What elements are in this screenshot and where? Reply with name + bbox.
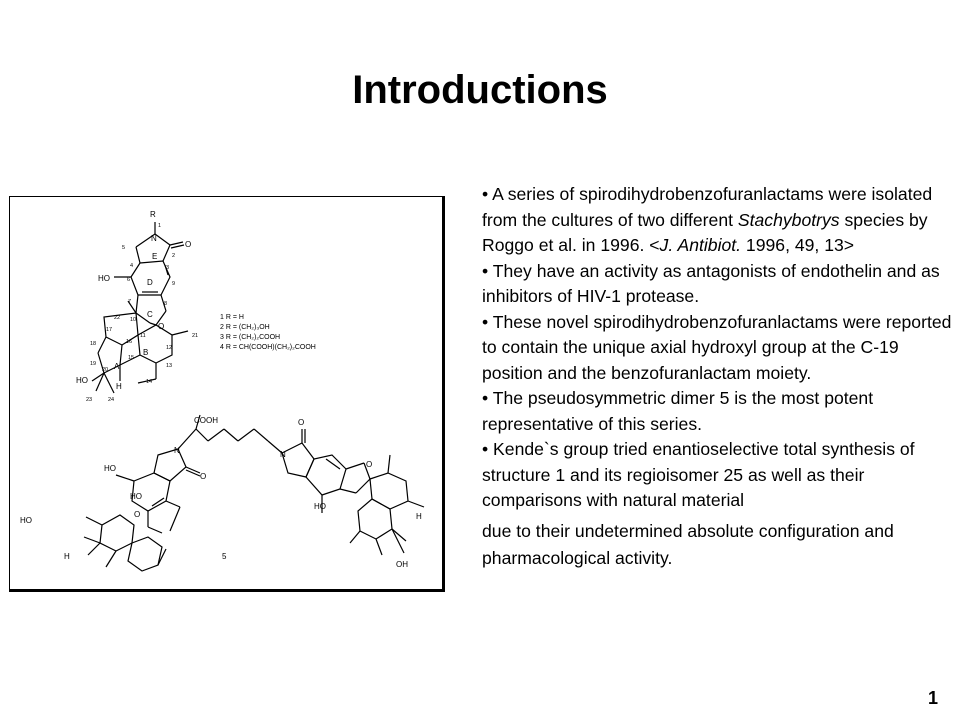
atom-number: 13 bbox=[166, 363, 173, 369]
bullet-item: • The pseudosymmetric dimer 5 is the most potent representative of this series. bbox=[482, 388, 874, 434]
dimer-left-n-label: N bbox=[174, 446, 180, 455]
bullet-list bbox=[482, 182, 954, 572]
compound-number-label: 5 bbox=[222, 552, 227, 561]
atom-number: 2 bbox=[172, 253, 176, 259]
dimer-right-furan-o-label: O bbox=[366, 460, 373, 469]
bullet-item: • Kende`s group tried enantioselective total synthesis of structure 1 and its regioisomer 25 as well as their comparisons with natural material bbox=[482, 439, 915, 510]
phenol-ho-label: HO bbox=[98, 274, 110, 283]
bullet-item: • They have an activity as antagonists of endothelin and as inhibitors of HIV-1 protease. bbox=[482, 260, 940, 306]
bullet-item: • A series of spirodihydrobenzofuranlactams were isolated from the cultures of two different Stachybotrys species by Roggo et al. in 1996. <J. Antibiot. 1996, 49, 13> bbox=[482, 184, 933, 255]
atom-number: 8 bbox=[164, 301, 168, 307]
dimer-left-ho-label: HO bbox=[104, 464, 116, 473]
atom-number: 6 bbox=[127, 277, 131, 283]
dimer-left-h-label: H bbox=[64, 552, 70, 561]
ring-c-label: C bbox=[147, 310, 153, 319]
atom-number: 3 bbox=[166, 265, 170, 271]
atom-number: 19 bbox=[90, 361, 97, 367]
atom-number: 12 bbox=[166, 345, 173, 351]
dimer-left-furan-o-label: O bbox=[134, 510, 141, 519]
chemical-structures-figure bbox=[9, 196, 445, 592]
atom-number: 24 bbox=[108, 397, 115, 403]
atom-number: 17 bbox=[106, 327, 113, 333]
furan-oxygen-label: O bbox=[158, 322, 165, 331]
atom-number: 22 bbox=[114, 315, 121, 321]
legend-compound-3: 3 R = (CH₂)₂COOH bbox=[220, 334, 281, 341]
atom-number: 9 bbox=[172, 281, 176, 287]
atom-number: 20 bbox=[102, 367, 109, 373]
dimer-right-h-label: H bbox=[416, 512, 422, 521]
page-number: 1 bbox=[928, 688, 939, 708]
ring-e-label: E bbox=[152, 252, 158, 261]
ring-b-label: B bbox=[143, 348, 149, 357]
atom-number: 7 bbox=[128, 299, 132, 305]
atom-number: 23 bbox=[86, 397, 93, 403]
atom-number: 14 bbox=[146, 379, 153, 385]
atom-number: 5 bbox=[122, 245, 126, 251]
bullet-item: • These novel spirodihydrobenzofuranlactams were reported to contain the unique axial hydroxyl group at the C-19 position and the benzofuranlactam moiety. bbox=[482, 311, 952, 383]
ring-a-h-label: H bbox=[116, 382, 122, 391]
atom-number: 16 bbox=[126, 339, 133, 345]
dimer-right-oh-label: OH bbox=[396, 560, 408, 569]
dimer-left-decalin-ho-label: HO bbox=[20, 516, 32, 525]
atom-number: 18 bbox=[90, 341, 97, 347]
bullet-continuation: due to their undetermined absolute configuration and pharmacological activity. bbox=[482, 520, 894, 568]
legend-compound-4: 4 R = CH(COOH)(CH₂)₂COOH bbox=[220, 344, 316, 351]
r-group-label: R bbox=[150, 210, 156, 219]
atom-number: 15 bbox=[128, 355, 135, 361]
atom-number: 10 bbox=[130, 317, 137, 323]
dimer-left-carbonyl-label: O bbox=[200, 472, 207, 481]
dimer-left-ho-lower-label: HO bbox=[130, 492, 142, 501]
atom-number: 1 bbox=[158, 223, 162, 229]
carbonyl-oxygen-label: O bbox=[185, 240, 192, 249]
nitrogen-label: N bbox=[151, 234, 157, 243]
dimer-right-n-label: N bbox=[280, 450, 286, 459]
chemical-structures-drawing bbox=[10, 197, 442, 589]
atom-number: 11 bbox=[140, 333, 146, 339]
ring-a-ho-label: HO bbox=[76, 376, 88, 385]
ring-a-label: A bbox=[114, 362, 120, 371]
ring-d-label: D bbox=[147, 278, 153, 287]
dimer-right-carbonyl-label: O bbox=[298, 418, 305, 427]
dimer-right-ho-label: HO bbox=[314, 502, 326, 511]
atom-number: 21 bbox=[192, 333, 199, 339]
legend-compound-1: 1 R = H bbox=[220, 314, 244, 321]
atom-number: 4 bbox=[130, 263, 134, 269]
cooh-label: COOH bbox=[194, 416, 218, 425]
legend-compound-2: 2 R = (CH₂)₃OH bbox=[220, 324, 270, 331]
slide-title: Introductions bbox=[352, 68, 608, 112]
